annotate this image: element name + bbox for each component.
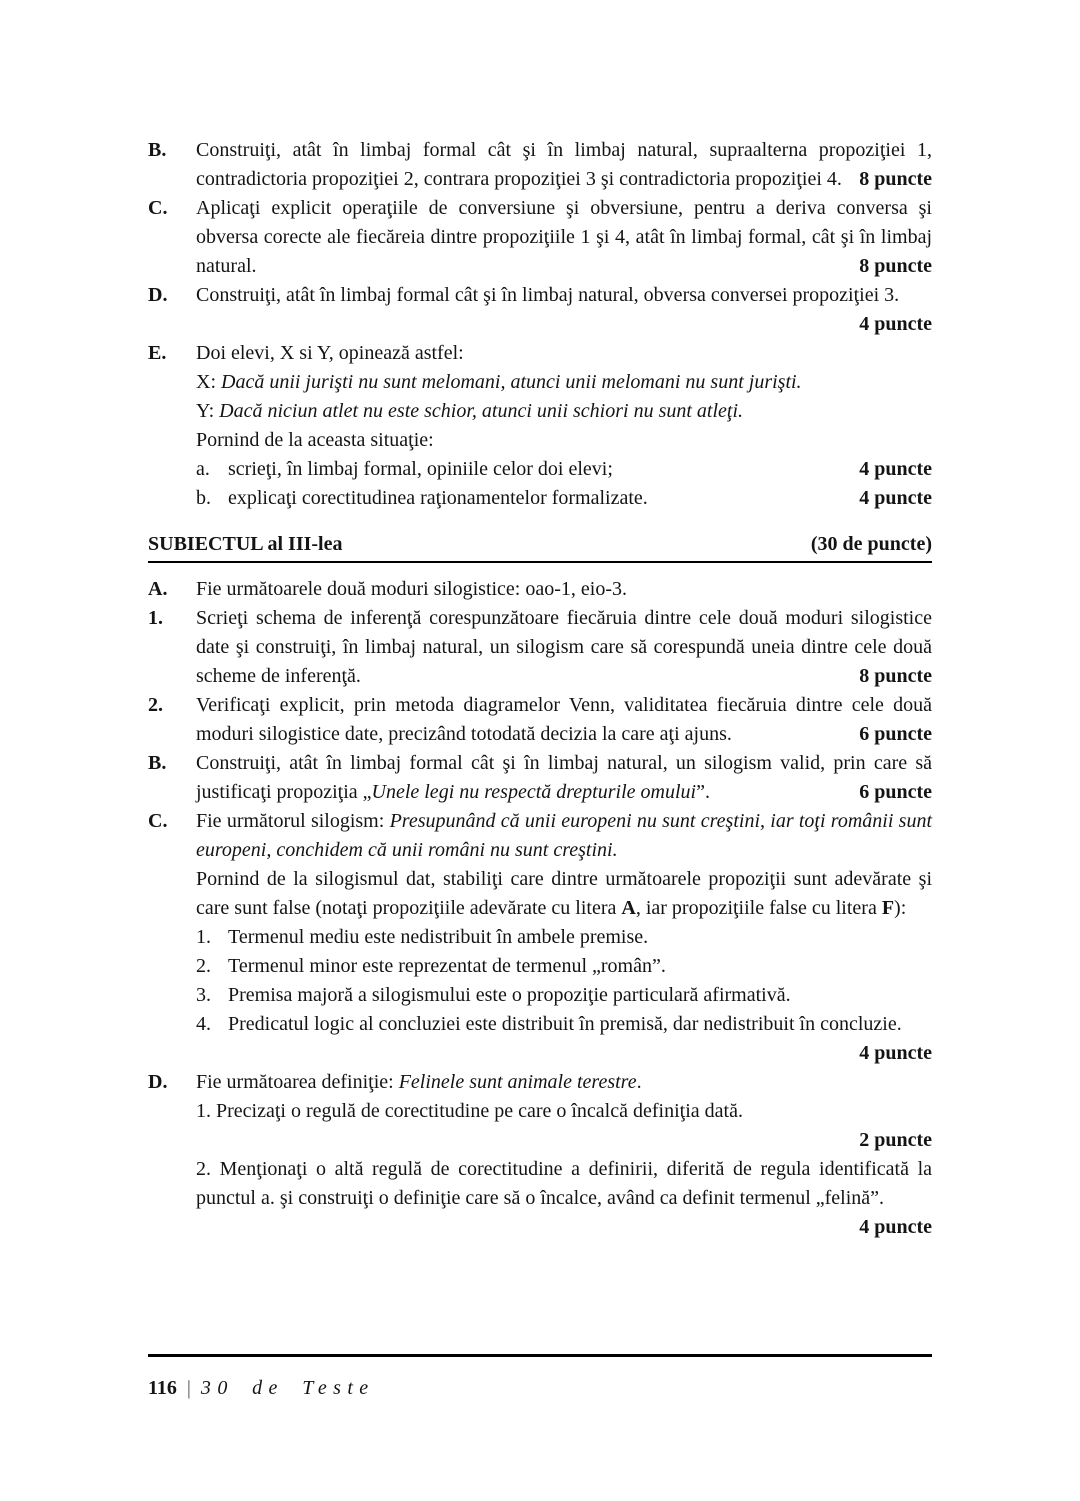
c-statement-2	[196, 952, 932, 981]
e-opinion-y-label: Y:	[196, 400, 215, 422]
subitem-text: Predicatul logic al concluziei este distribuit în premisă, dar nedistribuit în concluzie.	[228, 1013, 902, 1035]
page-footer	[148, 1374, 932, 1403]
d-definition-lead: Fie următoarea definiţie:	[196, 1071, 399, 1093]
e-opinion-x-label: X:	[196, 371, 216, 393]
item-body	[196, 339, 932, 513]
c-instructions-paragraph	[196, 865, 932, 923]
points-label: 4 puncte	[859, 1216, 932, 1238]
exercise-item-d	[148, 281, 932, 339]
points-label: 4 puncte	[859, 487, 932, 509]
item-body	[196, 807, 932, 1068]
e-subitem-b	[196, 484, 932, 513]
section-points: (30 de puncte)	[810, 533, 932, 555]
exercise-item-iii-d	[148, 1068, 932, 1242]
item-label: B.	[148, 752, 167, 774]
item-text: Construiţi, atât în limbaj formal cât şi în limbaj natural, supraalterna propoziţiei 1, contradictoria propoziţiei 2, contrara propoziţiei 3 şi contradictoria propoziţiei 4.	[196, 139, 932, 190]
exercise-item-e	[148, 339, 932, 513]
e-opinion-x-text: Dacă unii jurişti nu sunt melomani, atunci unii melomani nu sunt jurişti.	[221, 371, 802, 393]
d-subitem-1	[196, 1097, 932, 1126]
section-title: SUBIECTUL al III-lea	[148, 533, 343, 555]
subitem-label: b.	[196, 487, 211, 509]
d-definition-paragraph	[196, 1068, 932, 1097]
item-label: 2.	[148, 694, 163, 716]
subitem-body	[228, 455, 932, 484]
points-label: 6 puncte	[859, 781, 932, 803]
subitem-body	[228, 1010, 932, 1068]
c-letter-a: A	[621, 897, 636, 919]
d-subitem-2	[196, 1155, 933, 1238]
c-statement-4	[196, 1010, 932, 1068]
points-label: 4 puncte	[859, 1042, 932, 1064]
c-instructions-text: Pornind de la silogismul dat, stabiliţi care dintre următoarele propoziţii sunt adevărate şi care sunt false (notaţi propoziţiile adevărate cu litera	[196, 868, 932, 919]
item-body	[196, 194, 932, 281]
e-subitem-a	[196, 455, 932, 484]
item-label: C.	[148, 810, 168, 832]
c-syllogism-paragraph	[196, 807, 932, 865]
c-instructions-text-2: , iar propoziţiile false cu litera	[635, 897, 882, 919]
item-label: C.	[148, 197, 168, 219]
subitem-body	[228, 484, 932, 513]
e-outro-text: Pornind de la aceasta situaţie:	[196, 429, 434, 451]
subitem-label: 1.	[196, 926, 211, 948]
item-body	[196, 575, 932, 604]
c-syllogism-lead: Fie următorul silogism:	[196, 810, 390, 832]
item-label: 1.	[148, 607, 163, 629]
item-body	[196, 749, 932, 807]
subitem-text: Menţionaţi o altă regulă de corectitudine a definirii, diferită de regula identificată la punctul a. şi construiţi o definiţie care să o încalce, având ca definit termenul „felină”.	[196, 1158, 933, 1209]
footer-rule	[148, 1354, 932, 1357]
e-opinion-y	[196, 397, 932, 426]
points-label: 8 puncte	[859, 168, 932, 190]
d-definition-tail: .	[636, 1071, 642, 1093]
footer-separator: |	[186, 1377, 191, 1399]
c-statement-3	[196, 981, 932, 1010]
points-label: 8 puncte	[859, 255, 932, 277]
exercise-item-iii-a1	[148, 604, 932, 691]
d-definition-quote: Felinele sunt animale terestre	[398, 1071, 637, 1093]
item-text: Construiţi, atât în limbaj formal cât şi în limbaj natural, obversa conversei propoziţiei 3.	[196, 284, 900, 306]
e-intro-text: Doi elevi, X si Y, opinează astfel:	[196, 342, 464, 364]
subitem-label: 4.	[196, 1013, 211, 1035]
subitem-label: 2.	[196, 955, 211, 977]
c-syllogism-quote: Presupunând că unii europeni nu sunt creştini, iar toţi românii sunt europeni, conchidem că unii români nu sunt creştini.	[196, 810, 933, 861]
section-heading	[148, 530, 932, 563]
c-statement-1	[196, 923, 932, 952]
subitem-text: Termenul mediu este nedistribuit în ambele premise.	[228, 926, 649, 948]
item-body	[196, 691, 932, 749]
subitem-text: Termenul minor este reprezentat de termenul „român”.	[228, 955, 666, 977]
points-label: 4 puncte	[859, 458, 932, 480]
points-label: 4 puncte	[859, 313, 932, 335]
page-content	[148, 136, 932, 1242]
subitem-text: explicaţi corectitudinea raţionamentelor formalizate.	[228, 487, 648, 509]
points-label: 8 puncte	[859, 665, 932, 687]
item-body	[196, 604, 932, 691]
exercise-item-b	[148, 136, 932, 194]
item-text: Scrieţi schema de inferenţă corespunzătoare fiecăruia dintre cele două moduri silogistice date şi construiţi, în limbaj natural, un silogism care să corespundă uneia dintre cele două scheme de inferenţă.	[196, 607, 932, 687]
points-label: 6 puncte	[859, 723, 932, 745]
item-label: B.	[148, 139, 167, 161]
subitem-text: scrieţi, în limbaj formal, opiniile celor doi elevi;	[228, 458, 613, 480]
points-label: 2 puncte	[859, 1129, 932, 1151]
item-body	[196, 136, 932, 194]
exercise-item-iii-a	[148, 575, 932, 604]
subitem-label: 3.	[196, 984, 211, 1006]
exercise-item-c	[148, 194, 932, 281]
subitem-label: 1.	[196, 1100, 211, 1122]
item-label: E.	[148, 342, 167, 364]
exercise-item-iii-b	[148, 749, 932, 807]
e-opinion-y-text: Dacă niciun atlet nu este schior, atunci unii schiori nu sunt atleţi.	[219, 400, 744, 422]
subitem-text: Precizaţi o regulă de corectitudine pe care o încalcă definiţia dată.	[216, 1100, 743, 1122]
item-text-lead: Construiţi, atât în limbaj formal cât şi în limbaj natural, un silogism valid, prin care să justificaţi propoziţia „	[196, 752, 932, 803]
item-text-quote: Unele legi nu respectă drepturile omului	[371, 781, 697, 803]
item-text: Fie următoarele două moduri silogistice: oao-1, eio-3.	[196, 578, 627, 600]
subitem-label: 2.	[196, 1158, 211, 1180]
item-label: A.	[148, 578, 168, 600]
item-body	[196, 281, 932, 339]
subitem-text: Premisa majoră a silogismului este o propoziţie particulară afirmativă.	[228, 984, 791, 1006]
subitem-label: a.	[196, 458, 210, 480]
e-opinion-x	[196, 368, 932, 397]
item-label: D.	[148, 1071, 168, 1093]
book-title: 30 de Teste	[200, 1377, 375, 1399]
item-label: D.	[148, 284, 168, 306]
c-instructions-text-3: ):	[894, 897, 907, 919]
exercise-item-iii-c	[148, 807, 932, 1068]
exercise-item-iii-a2	[148, 691, 932, 749]
item-text: Aplicaţi explicit operaţiile de conversiune şi obversiune, pentru a deriva conversa şi obversa corecte ale fiecăreia dintre propoziţiile 1 şi 4, atât în limbaj formal, cât şi în limbaj natural.	[196, 197, 932, 277]
c-letter-f: F	[881, 897, 895, 919]
page-number: 116	[148, 1377, 177, 1399]
item-text-tail: ”.	[696, 781, 710, 803]
item-text: Verificaţi explicit, prin metoda diagramelor Venn, validitatea fiecăruia dintre cele două moduri silogistice date, precizând totodată decizia la care aţi ajuns.	[196, 694, 932, 745]
item-body	[196, 1068, 932, 1242]
